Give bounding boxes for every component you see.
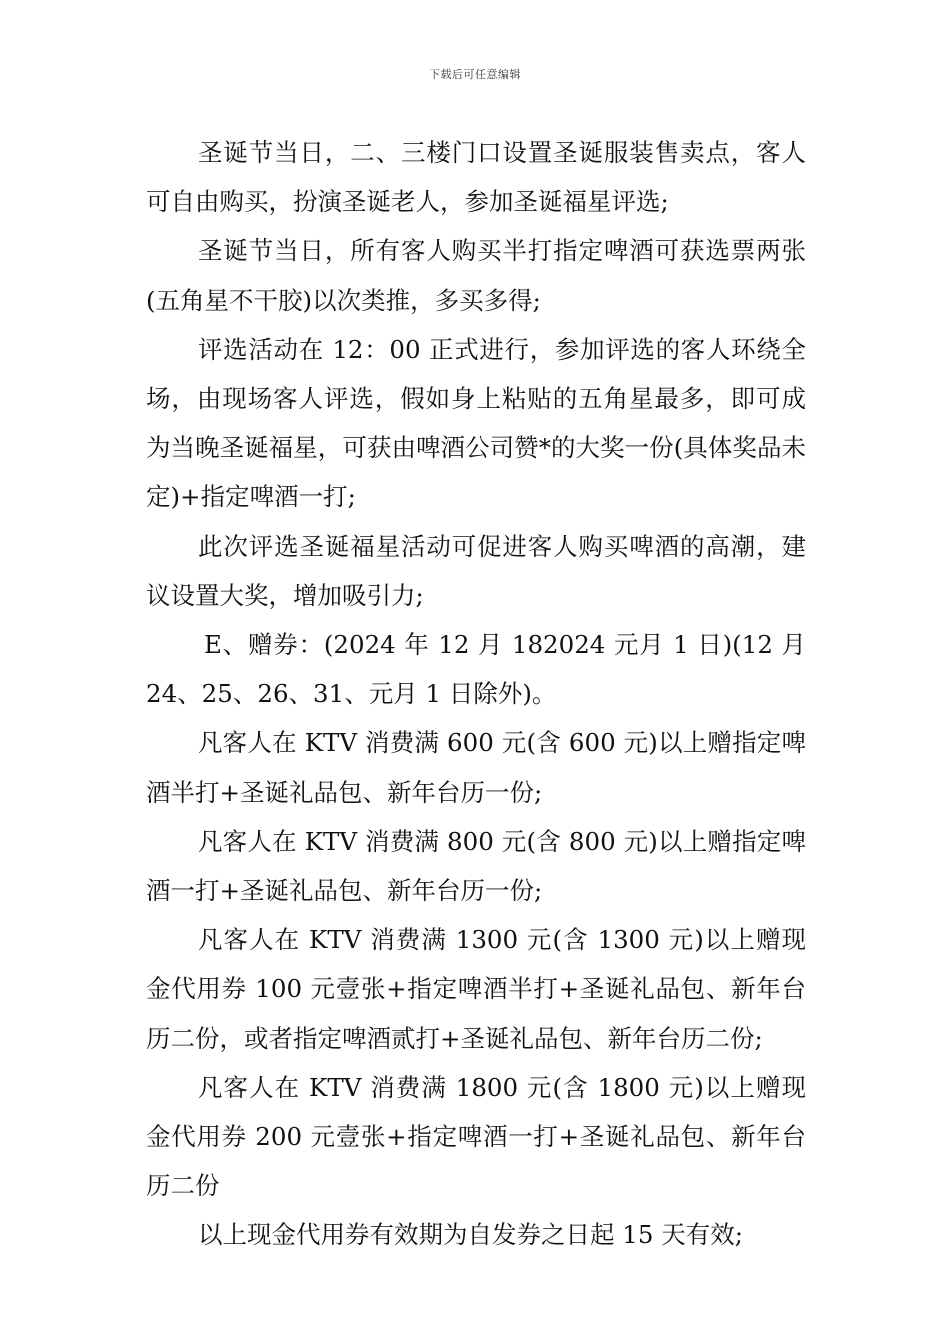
document-body	[146, 128, 806, 1260]
paragraph-prize-suggestion: 此次评选圣诞福星活动可促进客人购买啤酒的高潮，建议设置大奖，增加吸引力;	[146, 531, 806, 610]
paragraph-spend-600: 凡客人在 KTV 消费满 600 元(含 600 元)以上赠指定啤酒半打+圣诞礼品包、新年台历一份;	[146, 728, 806, 807]
paragraph-spend-800: 凡客人在 KTV 消费满 800 元(含 800 元)以上赠指定啤酒一打+圣诞礼品包、新年台历一份;	[146, 826, 806, 906]
paragraph-coupon-period: E、赠券：(2024 年 12 月 182024 元月 1 日)(12 月 24、25、26、31、元月 1 日除外)。	[146, 630, 806, 709]
paragraph-voting-tickets: 圣诞节当日，所有客人购买半打指定啤酒可获选票两张(五角星不干胶)以次类推，多买多得;	[146, 236, 806, 315]
paragraph-spend-1800: 凡客人在 KTV 消费满 1800 元(含 1800 元)以上赠现金代用券 200 元壹张+指定啤酒一打+圣诞礼品包、新年台历二份	[146, 1072, 806, 1201]
page-header: 下载后可任意编辑	[429, 68, 521, 81]
paragraph-spend-1300: 凡客人在 KTV 消费满 1300 元(含 1300 元)以上赠现金代用券 100 元壹张+指定啤酒半打+圣诞礼品包、新年台历二份，或者指定啤酒贰打+圣诞礼品包、新年台历二份;	[146, 925, 806, 1053]
paragraph-selection-event: 评选活动在 12：00 正式进行，参加评选的客人环绕全场，由现场客人评选，假如身上粘贴的五角星最多，即可成为当晚圣诞福星，可获由啤酒公司赞*的大奖一份(具体奖品未定)+指定啤酒一打;	[146, 334, 806, 512]
paragraph-voucher-validity: 以上现金代用券有效期为自发券之日起 15 天有效;	[198, 1220, 744, 1250]
paragraph-costume-sale: 圣诞节当日，二、三楼门口设置圣诞服装售卖点，客人可自由购买，扮演圣诞老人，参加圣诞福星评选;	[146, 138, 806, 217]
